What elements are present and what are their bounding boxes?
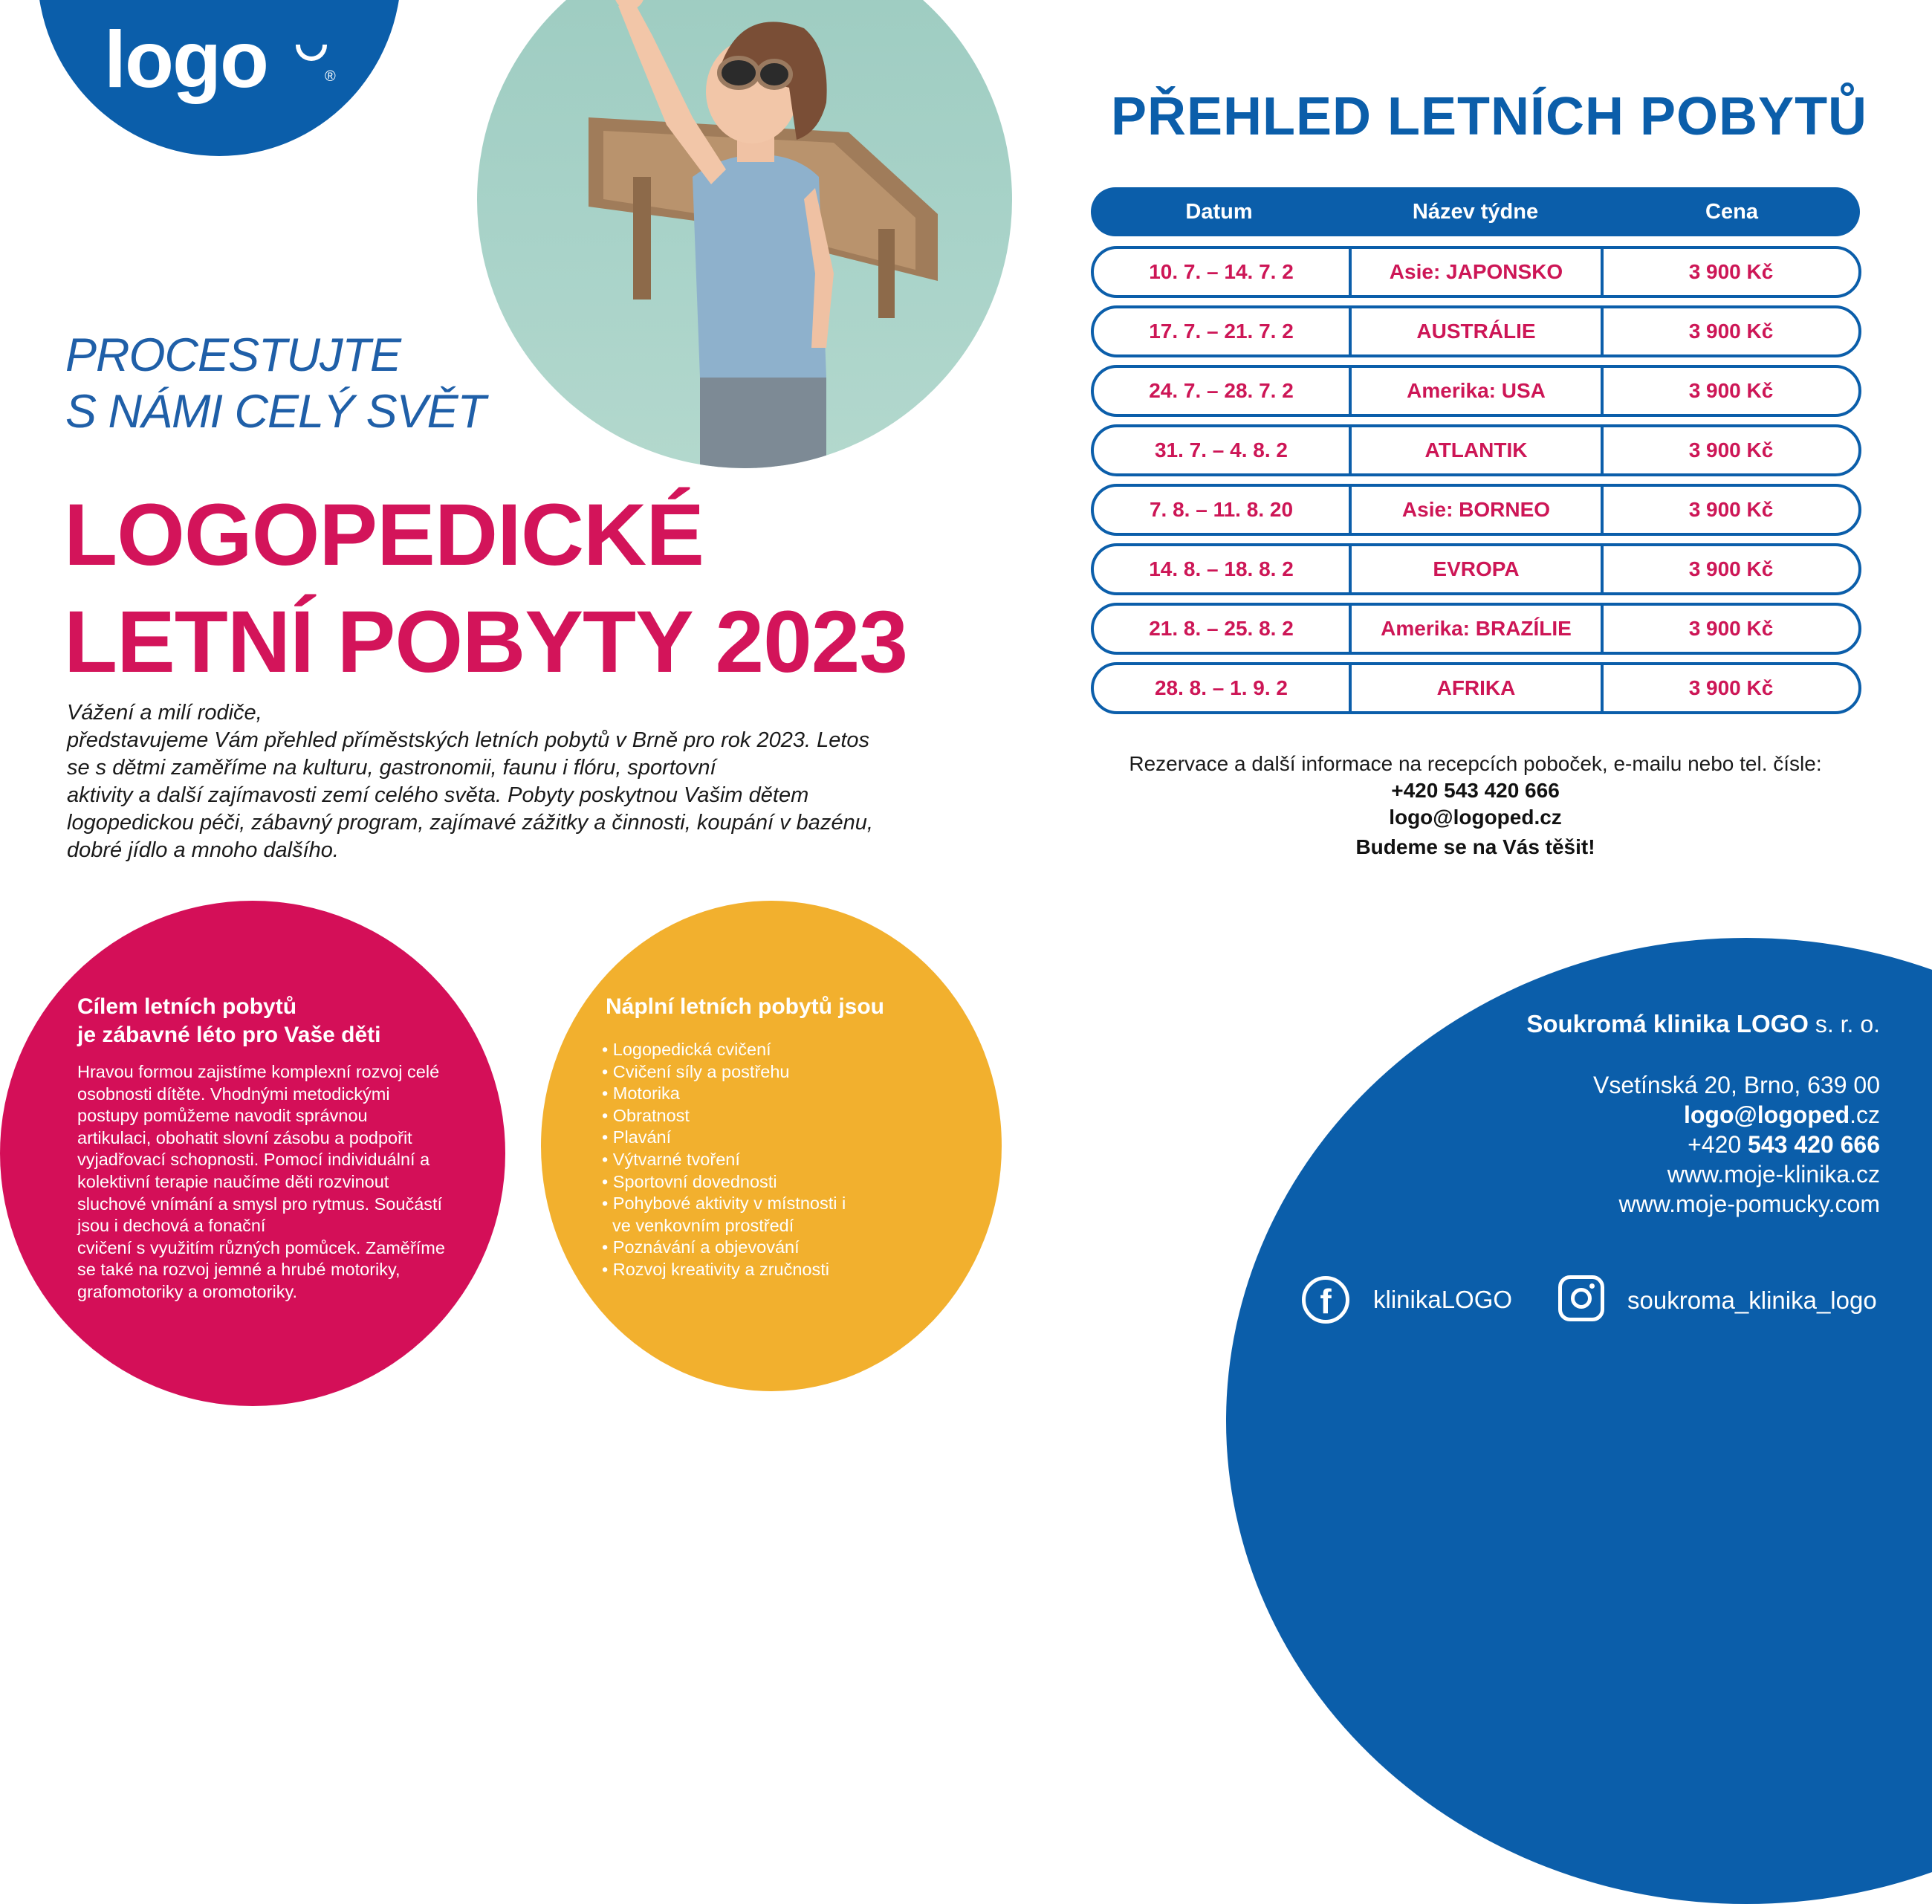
goal-body [77, 1061, 479, 1304]
intro-line: představujeme Vám přehled příměstských letních pobytů v Brně pro rok 2023. Letos [67, 728, 870, 752]
hero-photo [477, 0, 1012, 468]
table-row [1091, 662, 1861, 714]
header-week-name: Název týdne [1412, 199, 1539, 224]
instagram-handle[interactable]: soukroma_klinika_logo [1627, 1286, 1877, 1314]
company-email-user: logo@logoped [1683, 1101, 1850, 1128]
table-row [1091, 305, 1861, 357]
intro-line: logopedickou péči, zábavný program, zajímavé zážitky a činnosti, koupání v bazénu, [67, 811, 873, 835]
list-item: • Cvičení síly a postřehu [602, 1061, 846, 1084]
row-week: Asie: BORNEO [1349, 487, 1604, 533]
header-date: Datum [1185, 199, 1253, 224]
row-date: 17. 7. – 21. 7. 2 [1149, 320, 1294, 343]
row-week: AFRIKA [1349, 665, 1604, 711]
content-heading: Náplní letních pobytů jsou [606, 994, 884, 1019]
company-email[interactable] [1593, 1100, 1880, 1130]
tagline-line-1: PROCESTUJTE [65, 329, 401, 381]
list-item: • Logopedická cvičení [602, 1039, 846, 1061]
goal-heading-line-1: Cílem letních pobytů [77, 994, 297, 1019]
row-week: Amerika: BRAZÍLIE [1349, 606, 1604, 652]
table-row [1091, 603, 1861, 655]
list-item: • Plavání [602, 1127, 846, 1149]
registered-mark: ® [325, 68, 336, 85]
row-date: 24. 7. – 28. 7. 2 [1149, 379, 1294, 402]
company-phone-prefix: +420 [1688, 1131, 1748, 1158]
logo-text: logo [104, 14, 268, 104]
row-week: EVROPA [1349, 546, 1604, 592]
intro-line: Vážení a milí rodiče, [67, 701, 262, 725]
company-phone[interactable] [1593, 1130, 1880, 1159]
list-item: • Sportovní dovednosti [602, 1171, 846, 1194]
company-suffix: s. r. o. [1808, 1011, 1880, 1037]
table-header [1091, 187, 1860, 236]
goal-line: grafomotoriky a oromotoriky. [77, 1281, 298, 1301]
row-price: 3 900 Kč [1688, 617, 1774, 640]
table-row [1091, 246, 1861, 298]
goal-line: cvičení s využitím různých pomůcek. Zaměříme [77, 1237, 445, 1257]
table-row [1091, 424, 1861, 476]
header-price: Cena [1705, 199, 1758, 224]
row-price: 3 900 Kč [1688, 379, 1774, 402]
main-title-line-1: LOGOPEDICKÉ [64, 486, 704, 584]
row-date: 31. 7. – 4. 8. 2 [1154, 438, 1288, 462]
goal-line: sluchové vnímání a smysl pro rytmus. Součástí [77, 1194, 443, 1214]
row-date: 14. 8. – 18. 8. 2 [1149, 557, 1294, 580]
facebook-handle[interactable]: klinikaLOGO [1373, 1286, 1513, 1313]
row-date: 21. 8. – 25. 8. 2 [1149, 617, 1294, 640]
content-list [602, 1039, 846, 1281]
list-item: • Pohybové aktivity v místnosti i [602, 1193, 846, 1215]
row-date: 7. 8. – 11. 8. 20 [1149, 498, 1294, 521]
company-name [1526, 1009, 1880, 1039]
tagline-line-2: S NÁMI CELÝ SVĚT [65, 386, 486, 438]
company-address: Vsetínská 20, Brno, 639 00 [1592, 1072, 1880, 1098]
row-week: Amerika: USA [1349, 368, 1604, 414]
intro-line: se s dětmi zaměříme na kulturu, gastronomii, faunu i flóru, sportovní [67, 756, 716, 780]
reservation-email[interactable]: logo@logoped.cz [1389, 806, 1562, 829]
main-title-line-2: LETNÍ POBYTY 2023 [64, 593, 907, 691]
list-item: • Poznávání a objevování [602, 1237, 846, 1259]
table-row [1091, 365, 1861, 417]
row-price: 3 900 Kč [1688, 438, 1774, 462]
row-date: 28. 8. – 1. 9. 2 [1154, 676, 1288, 699]
table-row [1091, 543, 1861, 595]
intro-line: aktivity a další zajímavosti zemí celého světa. Pobyty poskytnou Vašim dětem [67, 783, 809, 807]
row-date: 10. 7. – 14. 7. 2 [1149, 260, 1294, 283]
instagram-icon[interactable] [1558, 1275, 1604, 1321]
tagline [65, 327, 485, 440]
list-item: • Výtvarné tvoření [602, 1149, 846, 1171]
overview-title: PŘEHLED LETNÍCH POBYTŮ [1111, 87, 1868, 146]
intro-line: dobré jídlo a mnoho dalšího. [67, 838, 339, 862]
reservation-text: Rezervace a další informace na recepcích poboček, e-mailu nebo tel. čísle: [1129, 752, 1822, 775]
goal-line: osobnosti dítěte. Vhodnými metodickými [77, 1084, 390, 1104]
goal-heading [77, 993, 381, 1049]
table-row [1091, 484, 1861, 536]
goal-line: jsou i dechová a fonační [77, 1216, 266, 1236]
intro-text [67, 699, 914, 864]
list-item: ve venkovním prostředí [612, 1215, 794, 1235]
goal-line: artikulaci, obohatit slovní zásobu a podpořit [77, 1127, 412, 1147]
reservation-phone[interactable]: +420 543 420 666 [1391, 779, 1560, 802]
goal-line: kolektivní terapie naučíme děti rozvinout [77, 1171, 389, 1191]
row-price: 3 900 Kč [1688, 498, 1774, 521]
facebook-icon[interactable]: f [1302, 1276, 1349, 1324]
list-item: • Motorika [602, 1083, 846, 1105]
company-email-tld: .cz [1850, 1101, 1880, 1128]
company-web-2[interactable]: www.moje-pomucky.com [1618, 1191, 1880, 1217]
row-price: 3 900 Kč [1688, 676, 1774, 699]
row-week: ATLANTIK [1349, 427, 1604, 473]
company-web-1[interactable]: www.moje-klinika.cz [1667, 1161, 1880, 1188]
closing-text: Budeme se na Vás těšit! [1355, 835, 1595, 858]
row-price: 3 900 Kč [1688, 320, 1774, 343]
row-price: 3 900 Kč [1688, 557, 1774, 580]
company-name-text: Soukromá klinika LOGO [1526, 1010, 1809, 1037]
goal-line: Hravou formou zajistíme komplexní rozvoj celé [77, 1062, 440, 1081]
goal-heading-line-2: je zábavné léto pro Vaše děti [77, 1023, 381, 1047]
row-week: AUSTRÁLIE [1349, 308, 1604, 354]
goal-line: se také na rozvoj jemné a hrubé motoriky, [77, 1260, 401, 1280]
list-item: • Obratnost [602, 1105, 846, 1127]
company-contact [1593, 1070, 1880, 1219]
reservation-info [1091, 751, 1860, 861]
logo [104, 15, 268, 104]
company-phone-number: 543 420 666 [1748, 1131, 1880, 1158]
hero-illustration [477, 0, 1012, 468]
goal-line: vyjadřovací schopnosti. Pomocí individuální a [77, 1150, 430, 1170]
list-item: • Rozvoj kreativity a zručnosti [602, 1259, 846, 1281]
row-week: Asie: JAPONSKO [1349, 249, 1604, 295]
goal-line: postupy pomůžeme navodit správnou [77, 1106, 368, 1126]
main-title [64, 482, 907, 696]
row-price: 3 900 Kč [1688, 260, 1774, 283]
